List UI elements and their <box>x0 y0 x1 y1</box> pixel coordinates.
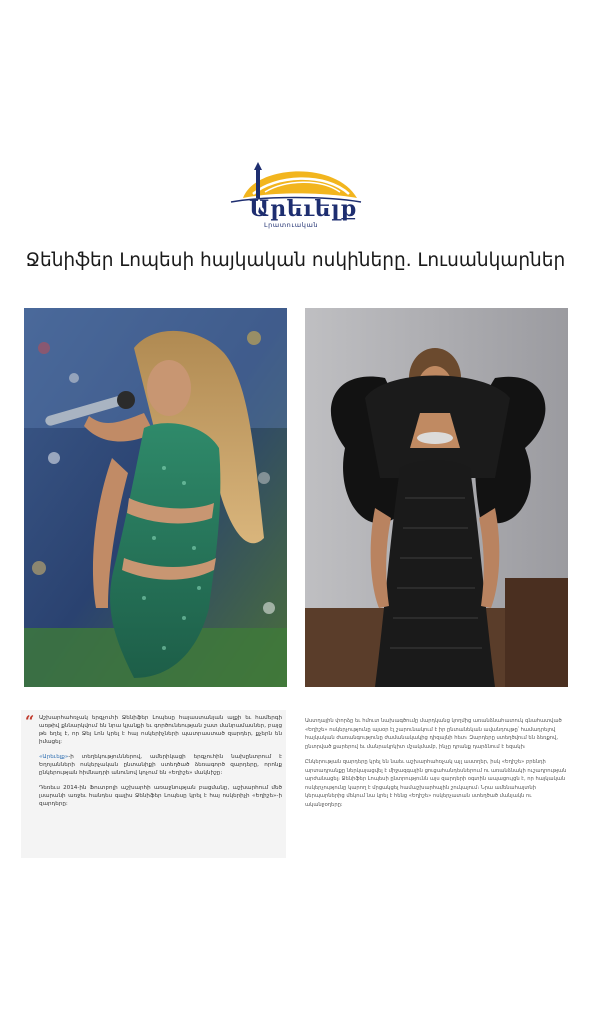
photo-performer-black-gown <box>305 308 568 687</box>
photo-performer-green <box>24 308 287 687</box>
paragraph <box>39 784 282 808</box>
paragraph: Աստղային փորձը եւ հմուտ նախագծումը մարդկանց կողմից առանձնահատուկ գնահատված «Եղիշե» ոսկերչությունը այսօր էլ շարունակում է իր ընտանեկան ավանդույթը՝ համադրելով հայկական ժառանգությունը ժամանակակից դիզայնի հետ։ Զարդերը ստեղծվում են ձեռքով, ընտրված քարերով եւ մանրակրկիտ մշակմամբ, ինչը դրանք դարձնում է եզակի։ <box>305 718 562 750</box>
paragraph <box>39 753 282 777</box>
quote-icon: “ <box>25 712 35 731</box>
keyword-link[interactable]: «Արեւելք» <box>39 754 69 760</box>
sun-icon <box>243 171 357 198</box>
article-body-right <box>305 717 570 816</box>
paragraph-text: Դեռեւս 2014-ին Ֆուտբոլի աշխարհի առաջնության բացմանը, աշխարհում մեծ լսարանի առջեւ հանդես գալիս Ջենիֆեր Լոպեսը կրել է հայ ոսկերիչի «Եղիշե»-ի զարդերը: <box>39 785 282 807</box>
paragraph-text: -ի տեղեկություններով, ամերիկացի երգչուհին նախընտրում է Եղոյանների ոսկերչական ընտանիքի ստեղծած ձեռագործ զարդերը, որոնք ընկերության հիմնադրի անունով կոչում են «Եղիշե» մակնիշը: <box>39 754 282 776</box>
article-body-left <box>21 710 286 858</box>
brand-name: Արեւելք <box>249 196 357 222</box>
paragraph: Ընկերության զարդերը կրել են նաեւ աշխարհահռչակ այլ աստղեր, իսկ «Եղիշե» բրենդի արտադրանքը ներկայացվել է միջազգային ցուցահանդեսներում ու առանձնակի ուշադրության արժանացել։ Ջենիֆեր Լոպեսի ընտրությունն այս զարդերի օգտին ապացույցն է, որ հայկական ոսկերչությունը կարող է մրցակցել համաշխարհային շուկայում։ Նրա ամենահայտնի կերպարներից մեկում նա կրել է հենց «Եղիշե» ոսկերչատան ստեղծած մանյակն ու ականջօղերը: <box>305 759 567 808</box>
tower-icon <box>256 170 260 198</box>
article-headline: Ջենիֆեր Լոպեսի հայկական ոսկիները. Լուսանկարներ <box>25 250 566 271</box>
brand-tagline: Լրատուական <box>264 221 319 229</box>
paragraph <box>39 714 282 746</box>
paragraph-text: Աշխարհահռչակ երգչուհի Ջենիֆեր Լոպեսը հայաստանյան ալքի եւ համերգի առթիվ քննարկվում են նրա կյանքի եւ գործունեության շատ մանրամասներ, բայց թե եղել է, որ Ջեյ Լոն կրել է հայ ոսկերիչների պատրաստած զարդեր, քչերն են իմացել: <box>39 715 282 745</box>
